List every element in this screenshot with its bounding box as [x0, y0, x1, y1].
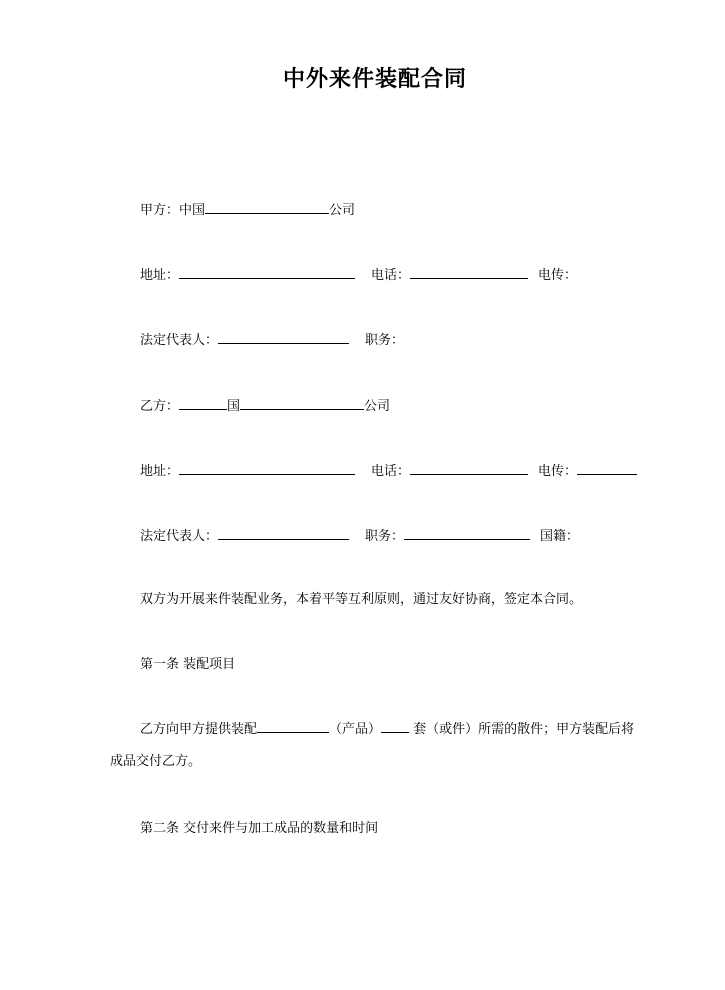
party-b-nationality-label: 国籍：: [540, 529, 580, 544]
party-b-address-blank: [179, 459, 355, 475]
party-b-company-blank: [240, 394, 364, 410]
party-b-rep-label: 法定代表人：: [140, 529, 219, 544]
party-a-company-suffix: 公司: [329, 203, 356, 218]
article-1-text-3: 套（或件）所需的散件；甲方装配后将成品交付乙方。: [110, 722, 635, 769]
party-b-country-suffix: 国: [227, 399, 241, 414]
party-a-line: [140, 198, 355, 218]
article-1-product-blank: [257, 717, 329, 733]
party-b-address-line: [140, 459, 637, 479]
preamble: 双方为开展来件装配业务，本着平等互利原则，通过友好协商，签定本合同。: [140, 592, 583, 607]
party-b-country-blank: [179, 394, 227, 410]
article-2-heading: 第二条 交付来件与加工成品的数量和时间: [140, 821, 379, 836]
party-a-label: 甲方：中国: [140, 203, 206, 218]
article-1-body: [110, 714, 640, 778]
party-b-label: 乙方：: [140, 399, 180, 414]
party-b-fax-label: 电传：: [538, 464, 578, 479]
party-b-address-label: 地址：: [140, 464, 180, 479]
party-a-phone-blank: [410, 263, 528, 279]
party-b-company-suffix: 公司: [364, 399, 391, 414]
article-1-quantity-blank: [381, 717, 409, 733]
party-a-address-line: [140, 263, 577, 283]
party-a-rep-label: 法定代表人：: [140, 333, 219, 348]
party-b-phone-blank: [410, 459, 528, 475]
document-title: 中外来件装配合同: [282, 67, 467, 92]
party-b-position-blank: [404, 524, 530, 540]
party-a-rep-blank: [218, 328, 349, 344]
article-1-text-2: （产品）: [329, 722, 382, 737]
party-a-position-label: 职务：: [365, 333, 405, 348]
party-b-phone-label: 电话：: [371, 464, 411, 479]
party-a-phone-label: 电话：: [371, 268, 411, 283]
party-a-address-label: 地址：: [140, 268, 180, 283]
party-b-fax-blank: [577, 459, 637, 475]
article-1-text-1: 乙方向甲方提供装配: [140, 722, 258, 737]
party-a-rep-line: [140, 328, 404, 348]
party-a-fax-label: 电传：: [538, 268, 578, 283]
party-a-company-blank: [205, 198, 329, 214]
party-b-rep-line: [140, 524, 579, 544]
party-b-line: [140, 394, 390, 414]
party-a-address-blank: [179, 263, 355, 279]
party-b-rep-blank: [218, 524, 349, 540]
party-b-position-label: 职务：: [365, 529, 405, 544]
article-1-heading: 第一条 装配项目: [140, 657, 236, 672]
